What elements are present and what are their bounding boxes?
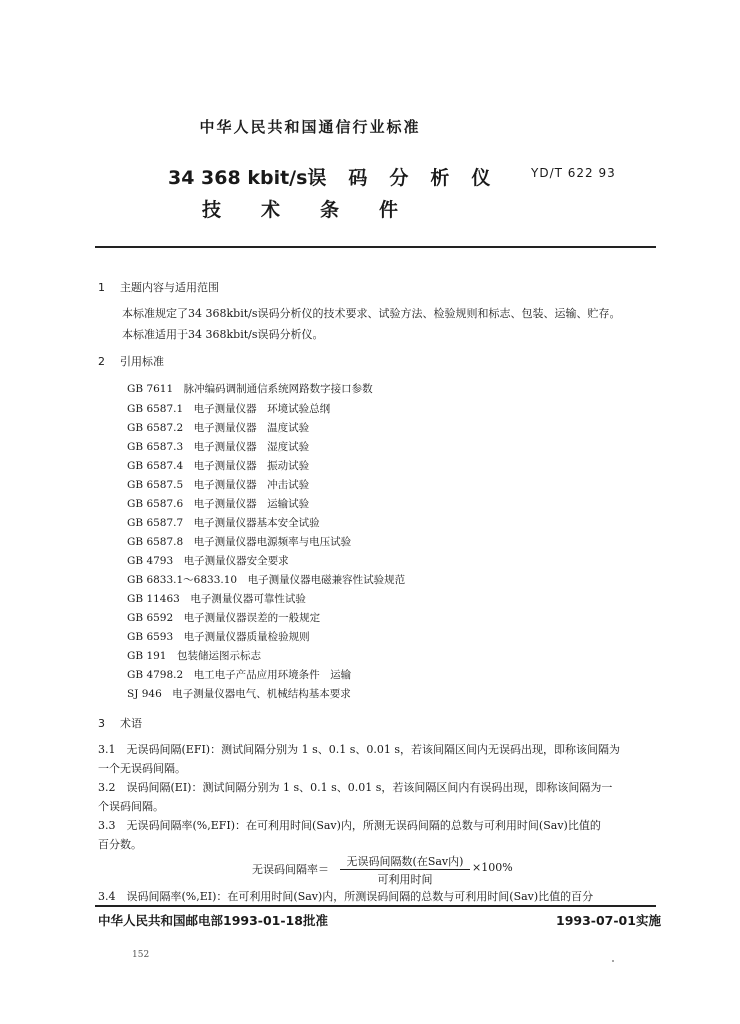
- document-title-line1: [168, 163, 512, 190]
- term-number: 3.2: [98, 781, 116, 794]
- reference-item: GB 6587.1 电子测量仪器 环境试验总纲: [127, 403, 331, 415]
- reference-item: GB 4798.2 电工电子产品应用环境条件 运输: [127, 669, 352, 681]
- term-3-2-continued: 个误码间隔。: [98, 800, 164, 813]
- section-heading-3: [98, 715, 142, 731]
- fraction-bar: [340, 869, 470, 870]
- reference-item: GB 7611 脉冲编码调制通信系统网路数字接口参数: [127, 383, 373, 395]
- reference-item: GB 6587.8 电子测量仪器电源频率与电压试验: [127, 536, 352, 548]
- reference-item: GB 6587.6 电子测量仪器 运输试验: [127, 498, 310, 510]
- formula-denominator: 可利用时间: [377, 873, 433, 886]
- formula-lhs: 无误码间隔率＝: [252, 863, 329, 876]
- scan-speck: [612, 960, 614, 962]
- footer-divider: [95, 905, 656, 907]
- term-number: 3.3: [98, 819, 116, 832]
- formula-rhs: ×100%: [472, 861, 513, 874]
- term-text: 误码间隔(EI)：测试间隔分别为 1 s、0.1 s、0.01 s，若该间隔区间内有误码出现，即称该间隔为一: [126, 781, 613, 794]
- reference-item: GB 6592 电子测量仪器误差的一般规定: [127, 612, 321, 624]
- term-number: 3.4: [98, 890, 116, 903]
- section-heading-2: [98, 353, 164, 369]
- title-instrument: 误码分析仪: [307, 167, 513, 189]
- reference-item: SJ 946 电子测量仪器电气、机械结构基本要求: [127, 688, 351, 700]
- reference-item: GB 11463 电子测量仪器可靠性试验: [127, 593, 306, 605]
- page-number: 152: [132, 950, 150, 960]
- section-title: 引用标准: [120, 355, 164, 368]
- title-rate: 34 368 kbit/s: [168, 167, 308, 189]
- term-3-4: [98, 888, 593, 904]
- approval-line: 中华人民共和国邮电部1993-01-18批准: [98, 913, 328, 928]
- reference-item: GB 6587.3 电子测量仪器 湿度试验: [127, 441, 310, 453]
- reference-item: GB 6593 电子测量仪器质量检验规则: [127, 631, 310, 643]
- section-title: 主题内容与适用范围: [120, 281, 219, 294]
- reference-item: GB 191 包装储运图示标志: [127, 650, 261, 662]
- section-number: 2: [98, 355, 105, 368]
- reference-item: GB 6587.7 电子测量仪器基本安全试验: [127, 517, 320, 529]
- document-title-line2: 技术条件: [202, 199, 439, 221]
- formula-numerator: 无误码间隔数(在Sav内): [346, 855, 464, 868]
- term-text: 无误码间隔(EFI)：测试间隔分别为 1 s、0.1 s、0.01 s，若该间隔区间内无误码出现，即称该间隔为: [126, 743, 620, 756]
- reference-item: GB 6833.1～6833.10 电子测量仪器电磁兼容性试验规范: [127, 574, 406, 586]
- term-text: 无误码间隔率(%,EFI)：在可利用时间(Sav)内，所测无误码间隔的总数与可利用时间(Sav)比值的: [126, 819, 601, 832]
- term-3-3: [98, 817, 601, 833]
- reference-item: GB 6587.5 电子测量仪器 冲击试验: [127, 479, 310, 491]
- implementation-date: 1993-07-01实施: [556, 913, 661, 928]
- term-3-2: [98, 779, 612, 795]
- paragraph: 本标准规定了34 368kbit/s误码分析仪的技术要求、试验方法、检验规则和标志、包装、运输、贮存。: [122, 307, 621, 320]
- standard-code: YD/T 622 93: [531, 166, 616, 180]
- paragraph: 本标准适用于34 368kbit/s误码分析仪。: [122, 328, 324, 341]
- section-title: 术语: [120, 717, 142, 730]
- term-3-1: [98, 741, 620, 757]
- term-3-1-continued: 一个无误码间隔。: [98, 762, 186, 775]
- issuing-organization: 中华人民共和国通信行业标准: [199, 118, 421, 136]
- header-divider: [95, 246, 656, 248]
- term-number: 3.1: [98, 743, 116, 756]
- reference-item: GB 4793 电子测量仪器安全要求: [127, 555, 289, 567]
- reference-item: GB 6587.4 电子测量仪器 振动试验: [127, 460, 310, 472]
- term-text: 误码间隔率(%,EI)：在可利用时间(Sav)内，所测误码间隔的总数与可利用时间(Sav)比值的百分: [126, 890, 594, 903]
- section-number: 1: [98, 281, 105, 294]
- section-heading-1: [98, 279, 219, 295]
- section-number: 3: [98, 717, 105, 730]
- reference-item: GB 6587.2 电子测量仪器 温度试验: [127, 422, 310, 434]
- term-3-3-continued: 百分数。: [98, 838, 142, 851]
